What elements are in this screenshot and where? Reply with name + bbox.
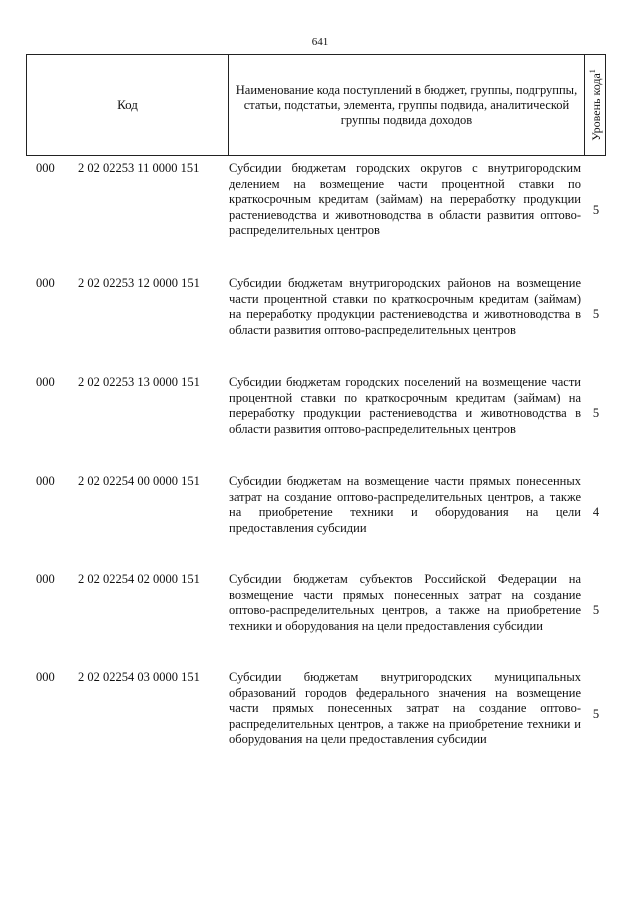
income-name: Субсидии бюджетам городских поселений на возмещение части процентной ставки по краткосрочным кредитам (займам) на переработку продукции растениеводства и животноводства в области развития оптово-распределительных центров [229, 375, 581, 436]
income-code: 2 02 02254 03 0000 151 [78, 670, 200, 684]
income-code: 2 02 02253 13 0000 151 [78, 375, 200, 389]
header-level-footnote: 1 [587, 69, 597, 74]
admin-code: 000 [36, 276, 55, 290]
header-level-label: Уровень кода [588, 73, 603, 141]
income-code: 2 02 02253 12 0000 151 [78, 276, 200, 290]
header-code-label: Код [117, 97, 138, 112]
admin-code: 000 [36, 161, 55, 175]
header-name-cell [229, 55, 585, 155]
header-level-text [588, 69, 604, 141]
header-code-cell [27, 55, 229, 155]
admin-code: 000 [36, 670, 55, 684]
table-header [26, 54, 606, 156]
income-code: 2 02 02253 11 0000 151 [78, 161, 200, 175]
code-level: 5 [592, 707, 600, 721]
code-level: 5 [592, 307, 600, 321]
income-name: Субсидии бюджетам внутригородских районов на возмещение части процентной ставки по краткосрочным кредитам (займам) на переработку продукции растениеводства и животноводства в области развития оптово-распределительных центров [229, 276, 581, 337]
income-code: 2 02 02254 02 0000 151 [78, 572, 200, 586]
header-level-cell [585, 55, 606, 155]
admin-code: 000 [36, 375, 55, 389]
code-level: 5 [592, 203, 600, 217]
income-name: Субсидии бюджетам городских округов с внутригородским делением на возмещение части процентной ставки по краткосрочным кредитам (займам) на переработку продукции растениеводства и животноводства в области развития оптово-распределительных центров [229, 161, 581, 237]
admin-code: 000 [36, 474, 55, 488]
code-level: 5 [592, 406, 600, 420]
income-name: Субсидии бюджетам субъектов Российской Федерации на возмещение части прямых понесенных затрат на создание оптово-распределительных центров, а также на приобретение техники и оборудования на цели предоставления субсидии [229, 572, 581, 633]
header-name-label: Наименование кода поступлений в бюджет, группы, подгруппы, статьи, подстатьи, элемента, группы подвида, аналитической группы подвида доходов [235, 82, 578, 127]
income-name: Субсидии бюджетам внутригородских муниципальных образований городов федерального значения на возмещение части прямых понесенных затрат на создание оптово-распределительных центров, а также на приобретение техники и оборудования на цели предоставления субсидии [229, 670, 581, 746]
income-name: Субсидии бюджетам на возмещение части прямых понесенных затрат на создание оптово-распределительных центров, а также на приобретение техники и оборудования на цели предоставления субсидии [229, 474, 581, 535]
code-level: 5 [592, 603, 600, 617]
income-code: 2 02 02254 00 0000 151 [78, 474, 200, 488]
admin-code: 000 [36, 572, 55, 586]
page-number: 641 [311, 36, 329, 48]
code-level: 4 [592, 505, 600, 519]
